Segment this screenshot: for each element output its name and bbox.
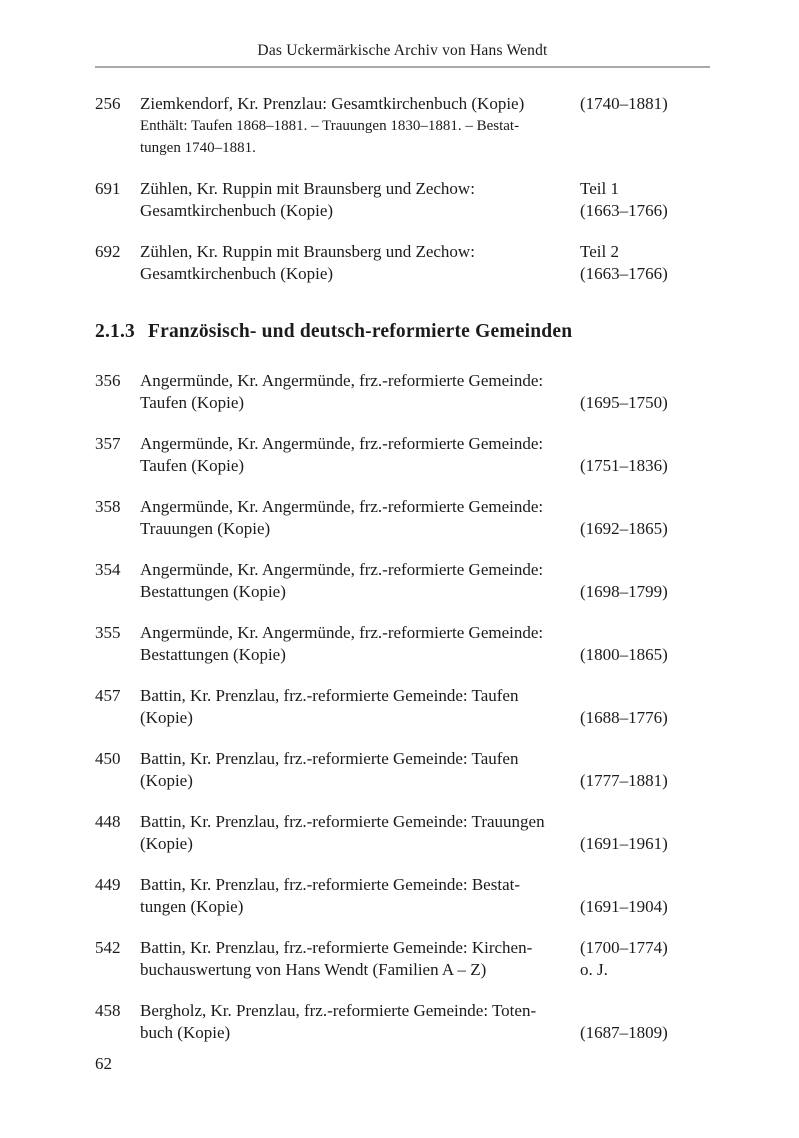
entry-number: 542 xyxy=(95,938,121,957)
entry-years xyxy=(580,748,710,792)
catalog-entry xyxy=(95,241,710,285)
entry-line: Zühlen, Kr. Ruppin mit Braunsberg und Zechow: xyxy=(140,179,475,198)
entry-body xyxy=(140,496,580,540)
entry-year-line xyxy=(580,622,710,644)
entry-years xyxy=(580,811,710,855)
entry-years xyxy=(580,93,710,159)
catalog-entry xyxy=(95,178,710,222)
entry-number: 256 xyxy=(95,94,121,113)
entry-number: 692 xyxy=(95,242,121,261)
catalog-entry xyxy=(95,370,710,414)
entry-body xyxy=(140,178,580,222)
entry-line: Bestattungen (Kopie) xyxy=(140,582,286,601)
entry-body xyxy=(140,937,580,981)
entry-note-line: tungen 1740–1881. xyxy=(140,140,256,156)
entry-line: Gesamtkirchenbuch (Kopie) xyxy=(140,201,334,220)
entry-line: Bergholz, Kr. Prenzlau, frz.-reformierte Gemeinde: Toten- xyxy=(140,1001,537,1020)
entry-line: Bestattungen (Kopie) xyxy=(140,645,286,664)
entry-body xyxy=(140,811,580,855)
entry-line: Taufen (Kopie) xyxy=(140,456,245,475)
entry-line: tungen (Kopie) xyxy=(140,897,244,916)
entry-line: Gesamtkirchenbuch (Kopie) xyxy=(140,264,334,283)
entry-line: Battin, Kr. Prenzlau, frz.-reformierte Gemeinde: Bestat- xyxy=(140,875,520,894)
entry-number: 691 xyxy=(95,179,121,198)
entry-year-line: (1663–1766) xyxy=(580,264,668,283)
catalog-entry xyxy=(95,496,710,540)
entry-year-line xyxy=(580,496,710,518)
entry-years xyxy=(580,241,710,285)
entry-body xyxy=(140,748,580,792)
entry-year-line: (1692–1865) xyxy=(580,519,668,538)
entry-body xyxy=(140,685,580,729)
entry-body xyxy=(140,93,580,159)
entry-body xyxy=(140,622,580,666)
entry-line: (Kopie) xyxy=(140,708,193,727)
catalog-entry xyxy=(95,874,710,918)
entry-years xyxy=(580,874,710,918)
entry-year-line: (1751–1836) xyxy=(580,456,668,475)
entry-number: 458 xyxy=(95,1001,121,1020)
entry-year-line: (1800–1865) xyxy=(580,645,668,664)
entry-year-line: (1688–1776) xyxy=(580,708,668,727)
entry-line: Angermünde, Kr. Angermünde, frz.-reformierte Gemeinde: xyxy=(140,371,544,390)
entry-body xyxy=(140,433,580,477)
entry-body xyxy=(140,559,580,603)
page-number: 62 xyxy=(95,1054,112,1073)
entry-line: Angermünde, Kr. Angermünde, frz.-reformierte Gemeinde: xyxy=(140,560,544,579)
entry-list-bottom xyxy=(95,370,710,1044)
entry-years xyxy=(580,937,710,981)
entry-year-line xyxy=(580,433,710,455)
entry-year-line xyxy=(580,1000,710,1022)
entry-years xyxy=(580,559,710,603)
entry-body xyxy=(140,874,580,918)
entry-line: buchauswertung von Hans Wendt (Familien A – Z) xyxy=(140,960,487,979)
entry-line: (Kopie) xyxy=(140,771,193,790)
entry-year-line: Teil 2 xyxy=(580,242,619,261)
entry-year-line: (1687–1809) xyxy=(580,1023,668,1042)
entry-year-line xyxy=(580,685,710,707)
catalog-entry xyxy=(95,93,710,159)
entry-year-line: (1698–1799) xyxy=(580,582,668,601)
entry-year-line xyxy=(580,748,710,770)
entry-number: 450 xyxy=(95,749,121,768)
entry-line: Battin, Kr. Prenzlau, frz.-reformierte Gemeinde: Taufen xyxy=(140,686,519,705)
entry-line: Battin, Kr. Prenzlau, frz.-reformierte Gemeinde: Kirchen- xyxy=(140,938,533,957)
entry-number: 354 xyxy=(95,560,121,579)
entry-number: 355 xyxy=(95,623,121,642)
catalog-entry xyxy=(95,433,710,477)
entry-year-line: (1691–1961) xyxy=(580,834,668,853)
entry-line: Zühlen, Kr. Ruppin mit Braunsberg und Zechow: xyxy=(140,242,475,261)
entry-years xyxy=(580,496,710,540)
entry-years xyxy=(580,370,710,414)
section-heading xyxy=(95,320,710,344)
entry-years xyxy=(580,1000,710,1044)
entry-number: 448 xyxy=(95,812,121,831)
entry-year-line xyxy=(580,370,710,392)
entry-year-line: Teil 1 xyxy=(580,179,619,198)
catalog-entry xyxy=(95,1000,710,1044)
entry-line: buch (Kopie) xyxy=(140,1023,231,1042)
entry-year-line: (1691–1904) xyxy=(580,897,668,916)
entry-number: 457 xyxy=(95,686,121,705)
entry-number: 449 xyxy=(95,875,121,894)
section-title: Französisch- und deutsch-reformierte Gemeinden xyxy=(148,321,573,342)
entry-line: Taufen (Kopie) xyxy=(140,393,245,412)
entry-note-line: Enthält: Taufen 1868–1881. – Trauungen 1830–1881. – Bestat- xyxy=(140,118,520,134)
catalog-entry xyxy=(95,559,710,603)
entry-body xyxy=(140,1000,580,1044)
entry-years xyxy=(580,433,710,477)
entry-year-line: (1740–1881) xyxy=(580,94,668,113)
entry-line: Angermünde, Kr. Angermünde, frz.-reformierte Gemeinde: xyxy=(140,623,544,642)
entry-year-line: (1695–1750) xyxy=(580,393,668,412)
entry-year-line: (1700–1774) xyxy=(580,938,668,957)
entry-year-line xyxy=(580,559,710,581)
catalog-entry xyxy=(95,937,710,981)
running-header: Das Uckermärkische Archiv von Hans Wendt xyxy=(257,42,548,59)
entry-line: (Kopie) xyxy=(140,834,193,853)
entry-number: 356 xyxy=(95,371,121,390)
entry-year-line xyxy=(580,874,710,896)
entry-year-line: (1663–1766) xyxy=(580,201,668,220)
entry-line: Angermünde, Kr. Angermünde, frz.-reformierte Gemeinde: xyxy=(140,434,544,453)
entry-list-top xyxy=(95,68,710,285)
catalog-entry xyxy=(95,622,710,666)
entry-year-line: (1777–1881) xyxy=(580,771,668,790)
section-number: 2.1.3 xyxy=(95,321,135,342)
entry-year-line: o. J. xyxy=(580,960,608,979)
entry-years xyxy=(580,622,710,666)
entry-years xyxy=(580,685,710,729)
entry-body xyxy=(140,370,580,414)
entry-number: 358 xyxy=(95,497,121,516)
catalog-entry xyxy=(95,685,710,729)
entry-line: Ziemkendorf, Kr. Prenzlau: Gesamtkirchenbuch (Kopie) xyxy=(140,94,525,113)
entry-year-line xyxy=(580,811,710,833)
entry-line: Battin, Kr. Prenzlau, frz.-reformierte Gemeinde: Trauungen xyxy=(140,812,545,831)
entry-line: Trauungen (Kopie) xyxy=(140,519,271,538)
entry-body xyxy=(140,241,580,285)
entry-line: Angermünde, Kr. Angermünde, frz.-reformierte Gemeinde: xyxy=(140,497,544,516)
catalog-entry xyxy=(95,811,710,855)
catalog-entry xyxy=(95,748,710,792)
entry-years xyxy=(580,178,710,222)
entry-number: 357 xyxy=(95,434,121,453)
entry-line: Battin, Kr. Prenzlau, frz.-reformierte Gemeinde: Taufen xyxy=(140,749,519,768)
